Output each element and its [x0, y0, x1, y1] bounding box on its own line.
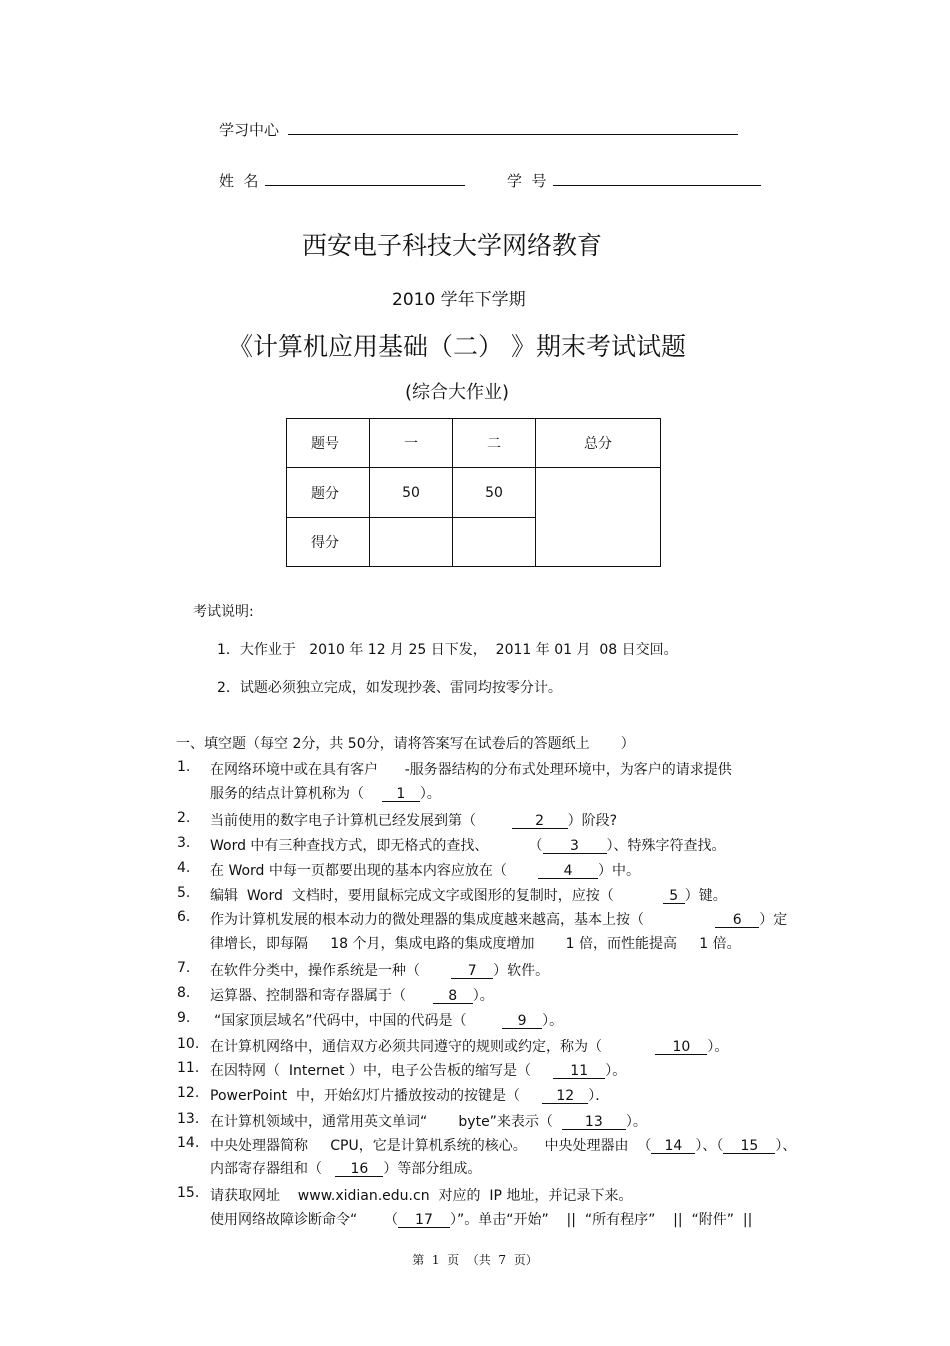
question-number: 14. [177, 1135, 200, 1151]
answer-blank[interactable]: 16 [335, 1162, 383, 1177]
answer-blank[interactable]: 9 [502, 1014, 542, 1029]
exam-title: 《计算机应用基础（二） 》期末考试试题 [228, 332, 686, 361]
answer-blank[interactable]: 14 [651, 1139, 695, 1154]
question-14-cont: 内部寄存器组和（ 16 ）等部分组成。 [210, 1161, 482, 1177]
answer-blank[interactable]: 4 [538, 864, 598, 879]
name-label: 姓 名 [219, 172, 259, 190]
question-number: 1. [177, 759, 191, 775]
table-cell: 得分 [287, 518, 370, 567]
exam-type: (综合大作业) [405, 382, 510, 403]
table-cell: 50 [453, 468, 536, 518]
question-number: 5. [177, 885, 191, 901]
term-title: 2010 学年下学期 [392, 290, 526, 310]
table-cell: 题分 [287, 468, 370, 518]
question-1: 服务的结点计算机称为（ 1 ）。 [210, 786, 441, 802]
student-id-field [507, 170, 761, 191]
question-number: 4. [177, 860, 191, 876]
answer-blank[interactable]: 1 [382, 787, 420, 802]
student-id-label: 学 号 [507, 172, 547, 190]
answer-blank[interactable]: 10 [655, 1040, 707, 1055]
answer-blank[interactable]: 17 [398, 1213, 450, 1228]
study-center-line[interactable] [288, 120, 738, 135]
table-cell: 50 [370, 468, 453, 518]
question-6: 作为计算机发展的根本动力的微处理器的集成度越来越高，基本上按（ 6 ）定 [210, 912, 788, 928]
score-table [286, 418, 661, 567]
question-number: 8. [177, 985, 191, 1001]
question-13: 在计算机领域中，通常用英文单词“ byte”来表示（ 13 ）。 [210, 1114, 647, 1130]
question-12: PowerPoint 中，开始幻灯片播放按动的按键是（ 12 ）． [210, 1088, 610, 1104]
question-5: 编辑 Word 文档时，要用鼠标完成文字或图形的复制时，应按（ 5 ）键。 [210, 888, 727, 904]
name-field [219, 170, 465, 191]
answer-blank[interactable]: 7 [451, 964, 493, 979]
student-id-line[interactable] [553, 171, 761, 186]
table-row [287, 468, 661, 518]
table-cell: 总分 [536, 419, 661, 468]
study-center-label: 学习中心 [219, 121, 280, 139]
answer-blank[interactable]: 13 [562, 1115, 626, 1130]
question-15-cont: 使用网络故障诊断命令“ （ 17 ）”。单击“开始” || “所有程序” || “附件” || [210, 1212, 753, 1228]
question-number: 11. [177, 1060, 200, 1076]
total-score-cell[interactable] [536, 468, 661, 567]
study-center-field [219, 119, 738, 140]
table-cell: 二 [453, 419, 536, 468]
answer-blank[interactable]: 5 [663, 889, 685, 904]
answer-blank[interactable]: 6 [715, 913, 759, 928]
name-line[interactable] [265, 171, 465, 186]
question-9: “国家顶层域名”代码中，中国的代码是（ 9 ）。 [214, 1013, 564, 1029]
question-number: 13. [177, 1111, 200, 1127]
question-2: 当前使用的数字电子计算机已经发展到第（ 2 ）阶段? [210, 813, 618, 829]
score-cell-2[interactable] [453, 518, 536, 567]
question-8: 运算器、控制器和寄存器属于（ 8 ）。 [210, 988, 494, 1004]
answer-blank[interactable]: 11 [553, 1064, 605, 1079]
question-text: 请获取网址 www.xidian.edu.cn 对应的 IP 地址，并记录下来。 [210, 1188, 633, 1204]
score-cell-1[interactable] [370, 518, 453, 567]
question-number: 10. [177, 1036, 200, 1052]
question-10: 在计算机网络中，通信双方必须共同遵守的规则或约定，称为（ 10 ）。 [210, 1039, 729, 1055]
table-cell: 题号 [287, 419, 370, 468]
table-cell: 一 [370, 419, 453, 468]
answer-blank[interactable]: 12 [542, 1089, 588, 1104]
answer-blank[interactable]: 3 [543, 839, 607, 854]
instruction-item: 1．大作业于 2010 年 12 月 25 日下发， 2011 年 01 月 08 日交回。 [217, 642, 678, 658]
question-number: 15. [177, 1185, 200, 1201]
answer-blank[interactable]: 2 [512, 814, 568, 829]
question-number: 7. [177, 960, 191, 976]
school-title: 西安电子科技大学网络教育 [302, 231, 603, 260]
answer-blank[interactable]: 15 [723, 1139, 775, 1154]
question-4: 在 Word 中每一页都要出现的基本内容应放在（ 4 ）中。 [210, 863, 641, 879]
question-number: 12. [177, 1085, 200, 1101]
question-number: 2. [177, 810, 191, 826]
instruction-item: 2．试题必须独立完成，如发现抄袭、雷同均按零分计。 [217, 680, 562, 696]
table-row [287, 419, 661, 468]
question-number: 9. [177, 1010, 191, 1026]
instructions-heading: 考试说明: [193, 604, 254, 620]
question-3: Word 中有三种查找方式，即无格式的查找、 （ 3 ）、特殊字符查找。 [210, 838, 726, 854]
question-text: 在网络环境中或在具有客户 -服务器结构的分布式处理环境中，为客户的请求提供 [210, 762, 732, 778]
question-14: 中央处理器简称 CPU，它是计算机系统的核心。 中央处理器由 （ 14 ）、（ 15 ）、 [210, 1138, 797, 1154]
question-11: 在因特网（ Internet ）中，电子公告板的缩写是（ 11 ）。 [210, 1063, 627, 1079]
question-number: 3. [177, 835, 191, 851]
question-text: 律增长，即每隔 18 个月，集成电路的集成度增加 1 倍，而性能提高 1 倍。 [210, 936, 741, 952]
section-heading: 一、填空题（每空 2分，共 50分，请将答案写在试卷后的答题纸上 ） [176, 736, 635, 752]
question-7: 在软件分类中，操作系统是一种（ 7 ）软件。 [210, 963, 550, 979]
question-number: 6. [177, 909, 191, 925]
page-footer: 第 1 页 （共 7 页） [412, 1253, 538, 1267]
answer-blank[interactable]: 8 [433, 989, 473, 1004]
